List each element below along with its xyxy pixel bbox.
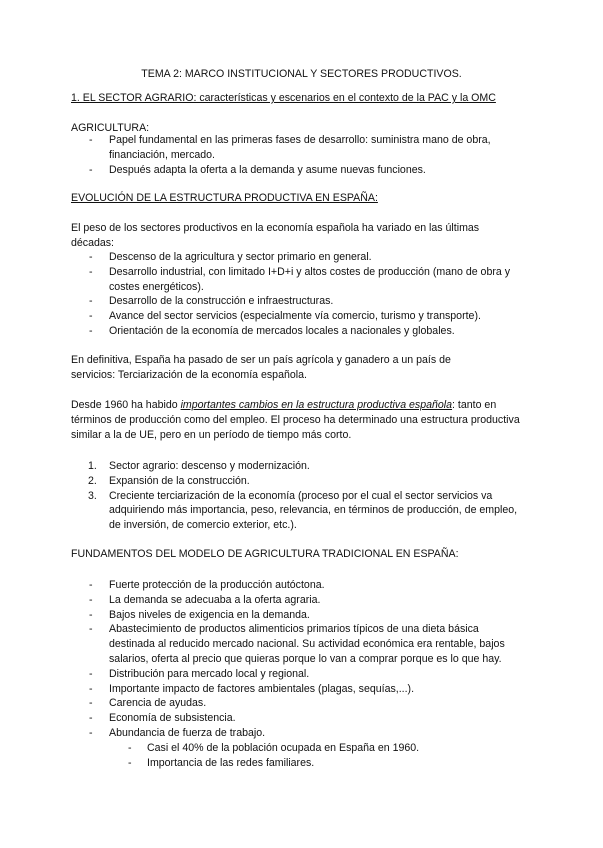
bullet-marker: -: [89, 265, 93, 278]
sub-list-item: - Importancia de las redes familiares.: [128, 756, 315, 769]
list-item: - Carencia de ayudas.: [89, 697, 207, 710]
sub-list-item: - Casi el 40% de la población ocupada en España en 1960.: [128, 741, 420, 754]
evolucion-intro: El peso de los sectores productivos en la economía española ha variado en las últimas décadas:: [71, 222, 480, 249]
evolucion-paragraph: Desde 1960 ha habido importantes cambios en la estructura productiva española: tanto en términos de producción como del empleo. El proceso ha determinado una estructura productiva similar a la de UE, pero en un período de tiempo más corto.: [71, 399, 520, 441]
bullet-marker: -: [89, 608, 93, 621]
numbered-list: [71, 459, 521, 533]
list-number: 2.: [88, 474, 97, 487]
bullet-marker: -: [89, 324, 93, 337]
evolucion-conclusion: En definitiva, España ha pasado de ser un país agrícola y ganadero a un país de servicios: Terciarización de la economía española.: [71, 354, 451, 381]
list-item: - Distribución para mercado local y regional.: [89, 667, 310, 680]
bullet-marker: -: [89, 295, 93, 308]
list-item: - Avance del sector servicios (especialmente vía comercio, turismo y transporte).: [89, 310, 481, 323]
section-heading-fundamentos: FUNDAMENTOS DEL MODELO DE AGRICULTURA TRADICIONAL EN ESPAÑA:: [71, 548, 459, 560]
list-item: - Abundancia de fuerza de trabajo.: [89, 726, 266, 739]
bullet-marker: -: [128, 756, 132, 769]
list-item: - Descenso de la agricultura y sector primario en general.: [89, 251, 372, 263]
list-item: - Orientación de la economía de mercados locales a nacionales y globales.: [89, 324, 455, 337]
bullet-marker: -: [89, 163, 93, 176]
bullet-marker: -: [89, 697, 93, 710]
bullet-marker: -: [89, 593, 93, 606]
list-item: - Abastecimiento de productos alimenticios primarios típicos de una dieta básica destinada al reducido mercado nacional. Su actividad económica era rentable, bajos salarios, oferta al precio que quieras porque lo van a comprar porque es lo que hay.: [89, 623, 505, 665]
bullet-marker: -: [89, 134, 93, 146]
list-number: 3.: [88, 489, 97, 502]
bullet-marker: -: [89, 682, 93, 695]
section-heading-sector-agrario: 1. EL SECTOR AGRARIO: características y escenarios en el contexto de la PAC y la OMC: [71, 92, 496, 104]
bullet-marker: -: [89, 726, 93, 739]
list-item: 3. Creciente terciarización de la economía (proceso por el cual el sector servicios va adquiriendo más importancia, peso, relevancia, en términos de producción, de empleo, de inversión, de comercio exterior, etc.).: [88, 489, 518, 532]
bullet-marker: -: [89, 712, 93, 725]
list-item: 1. Sector agrario: descenso y modernización.: [88, 460, 310, 472]
list-item: - Economía de subsistencia.: [89, 712, 236, 725]
document-title: TEMA 2: MARCO INSTITUCIONAL Y SECTORES PRODUCTIVOS.: [141, 68, 462, 80]
list-item: - Papel fundamental en las primeras fases de desarrollo: suministra mano de obra, financiación, mercado.: [89, 134, 491, 161]
list-item: - Importante impacto de factores ambientales (plagas, sequías,...).: [89, 682, 415, 695]
fundamentos-list: [71, 578, 511, 770]
bullet-marker: -: [89, 623, 93, 636]
emphasis-text: importantes cambios en la estructura productiva española: [180, 399, 453, 411]
list-item: 2. Expansión de la construcción.: [88, 474, 250, 487]
list-item: - La demanda se adecuaba a la oferta agraria.: [89, 593, 321, 606]
bullet-marker: -: [89, 579, 93, 591]
list-number: 1.: [88, 460, 97, 472]
list-item: - Bajos niveles de exigencia en la demanda.: [89, 608, 310, 621]
list-item: - Desarrollo de la construcción e infraestructuras.: [89, 295, 334, 308]
bullet-marker: -: [89, 251, 93, 263]
list-item: - Fuerte protección de la producción autóctona.: [89, 579, 325, 591]
agricultura-list: [71, 133, 541, 177]
bullet-marker: -: [128, 741, 132, 754]
agricultura-label: AGRICULTURA:: [71, 122, 150, 134]
list-item: - Después adapta la oferta a la demanda y asume nuevas funciones.: [89, 163, 426, 176]
bullet-marker: -: [89, 310, 93, 323]
evolucion-list: [71, 250, 511, 339]
bullet-marker: -: [89, 667, 93, 680]
section-heading-evolucion: EVOLUCIÓN DE LA ESTRUCTURA PRODUCTIVA EN ESPAÑA:: [71, 192, 378, 204]
list-item: - Desarrollo industrial, con limitado I+D+i y altos costes de producción (mano de obra y costes energéticos).: [89, 265, 510, 293]
